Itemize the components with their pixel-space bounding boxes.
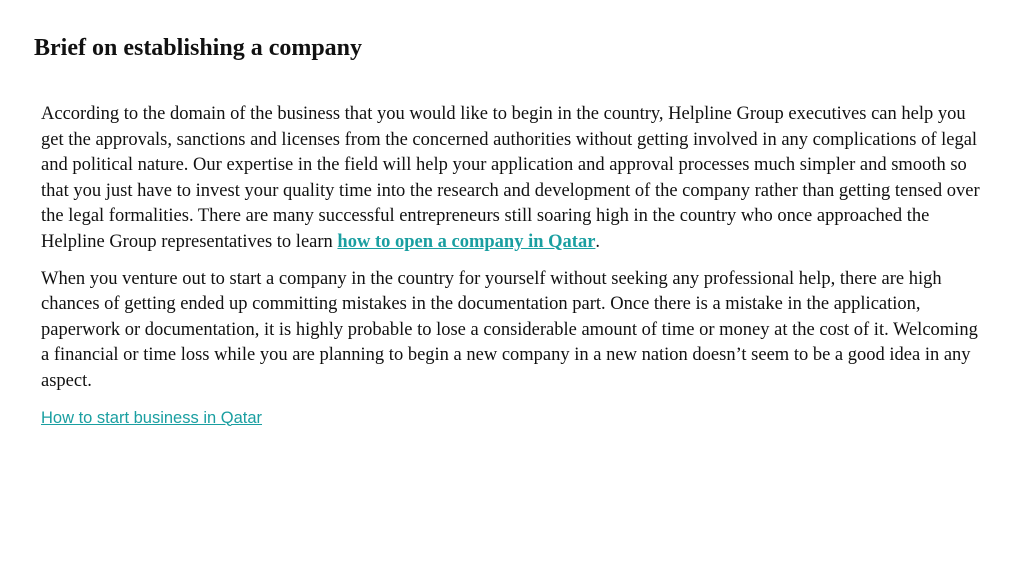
paragraph-2: When you venture out to start a company in the country for yourself without seeking any professional help, there are high chances of getting ended up committing mistakes in the documentation part. Once there is a mistake in the application, paperwork or documentation, it is highly probable to lose a considerable amount of time or money at the cost of it. Welcoming a financial or time loss while you are planning to begin a new company in a new nation doesn’t seem to be a good idea in any aspect. [41,268,978,391]
paragraph-1 [41,102,986,256]
how-to-open-company-link[interactable]: how to open a company in Qatar [337,231,596,252]
how-to-start-business-link[interactable]: How to start business in Qatar [41,408,263,427]
article-body [41,102,986,429]
page-title: Brief on establishing a company [34,35,363,61]
paragraph-1-text-before-link: According to the domain of the business that you would like to begin in the country, Helpline Group executives can help you get the approvals, sanctions and licenses from the concerned authorities without getting involved in any complications of legal and political nature. Our expertise in the field will help your application and approval processes much simpler and smooth so that you just have to invest your quality time into the research and development of the company rather than getting tensed over the legal formalities. There are many successful entrepreneurs still soaring high in the country who once approached the Helpline Group representatives to learn [41,104,980,252]
paragraph-1-text-after-link: . [595,231,601,252]
